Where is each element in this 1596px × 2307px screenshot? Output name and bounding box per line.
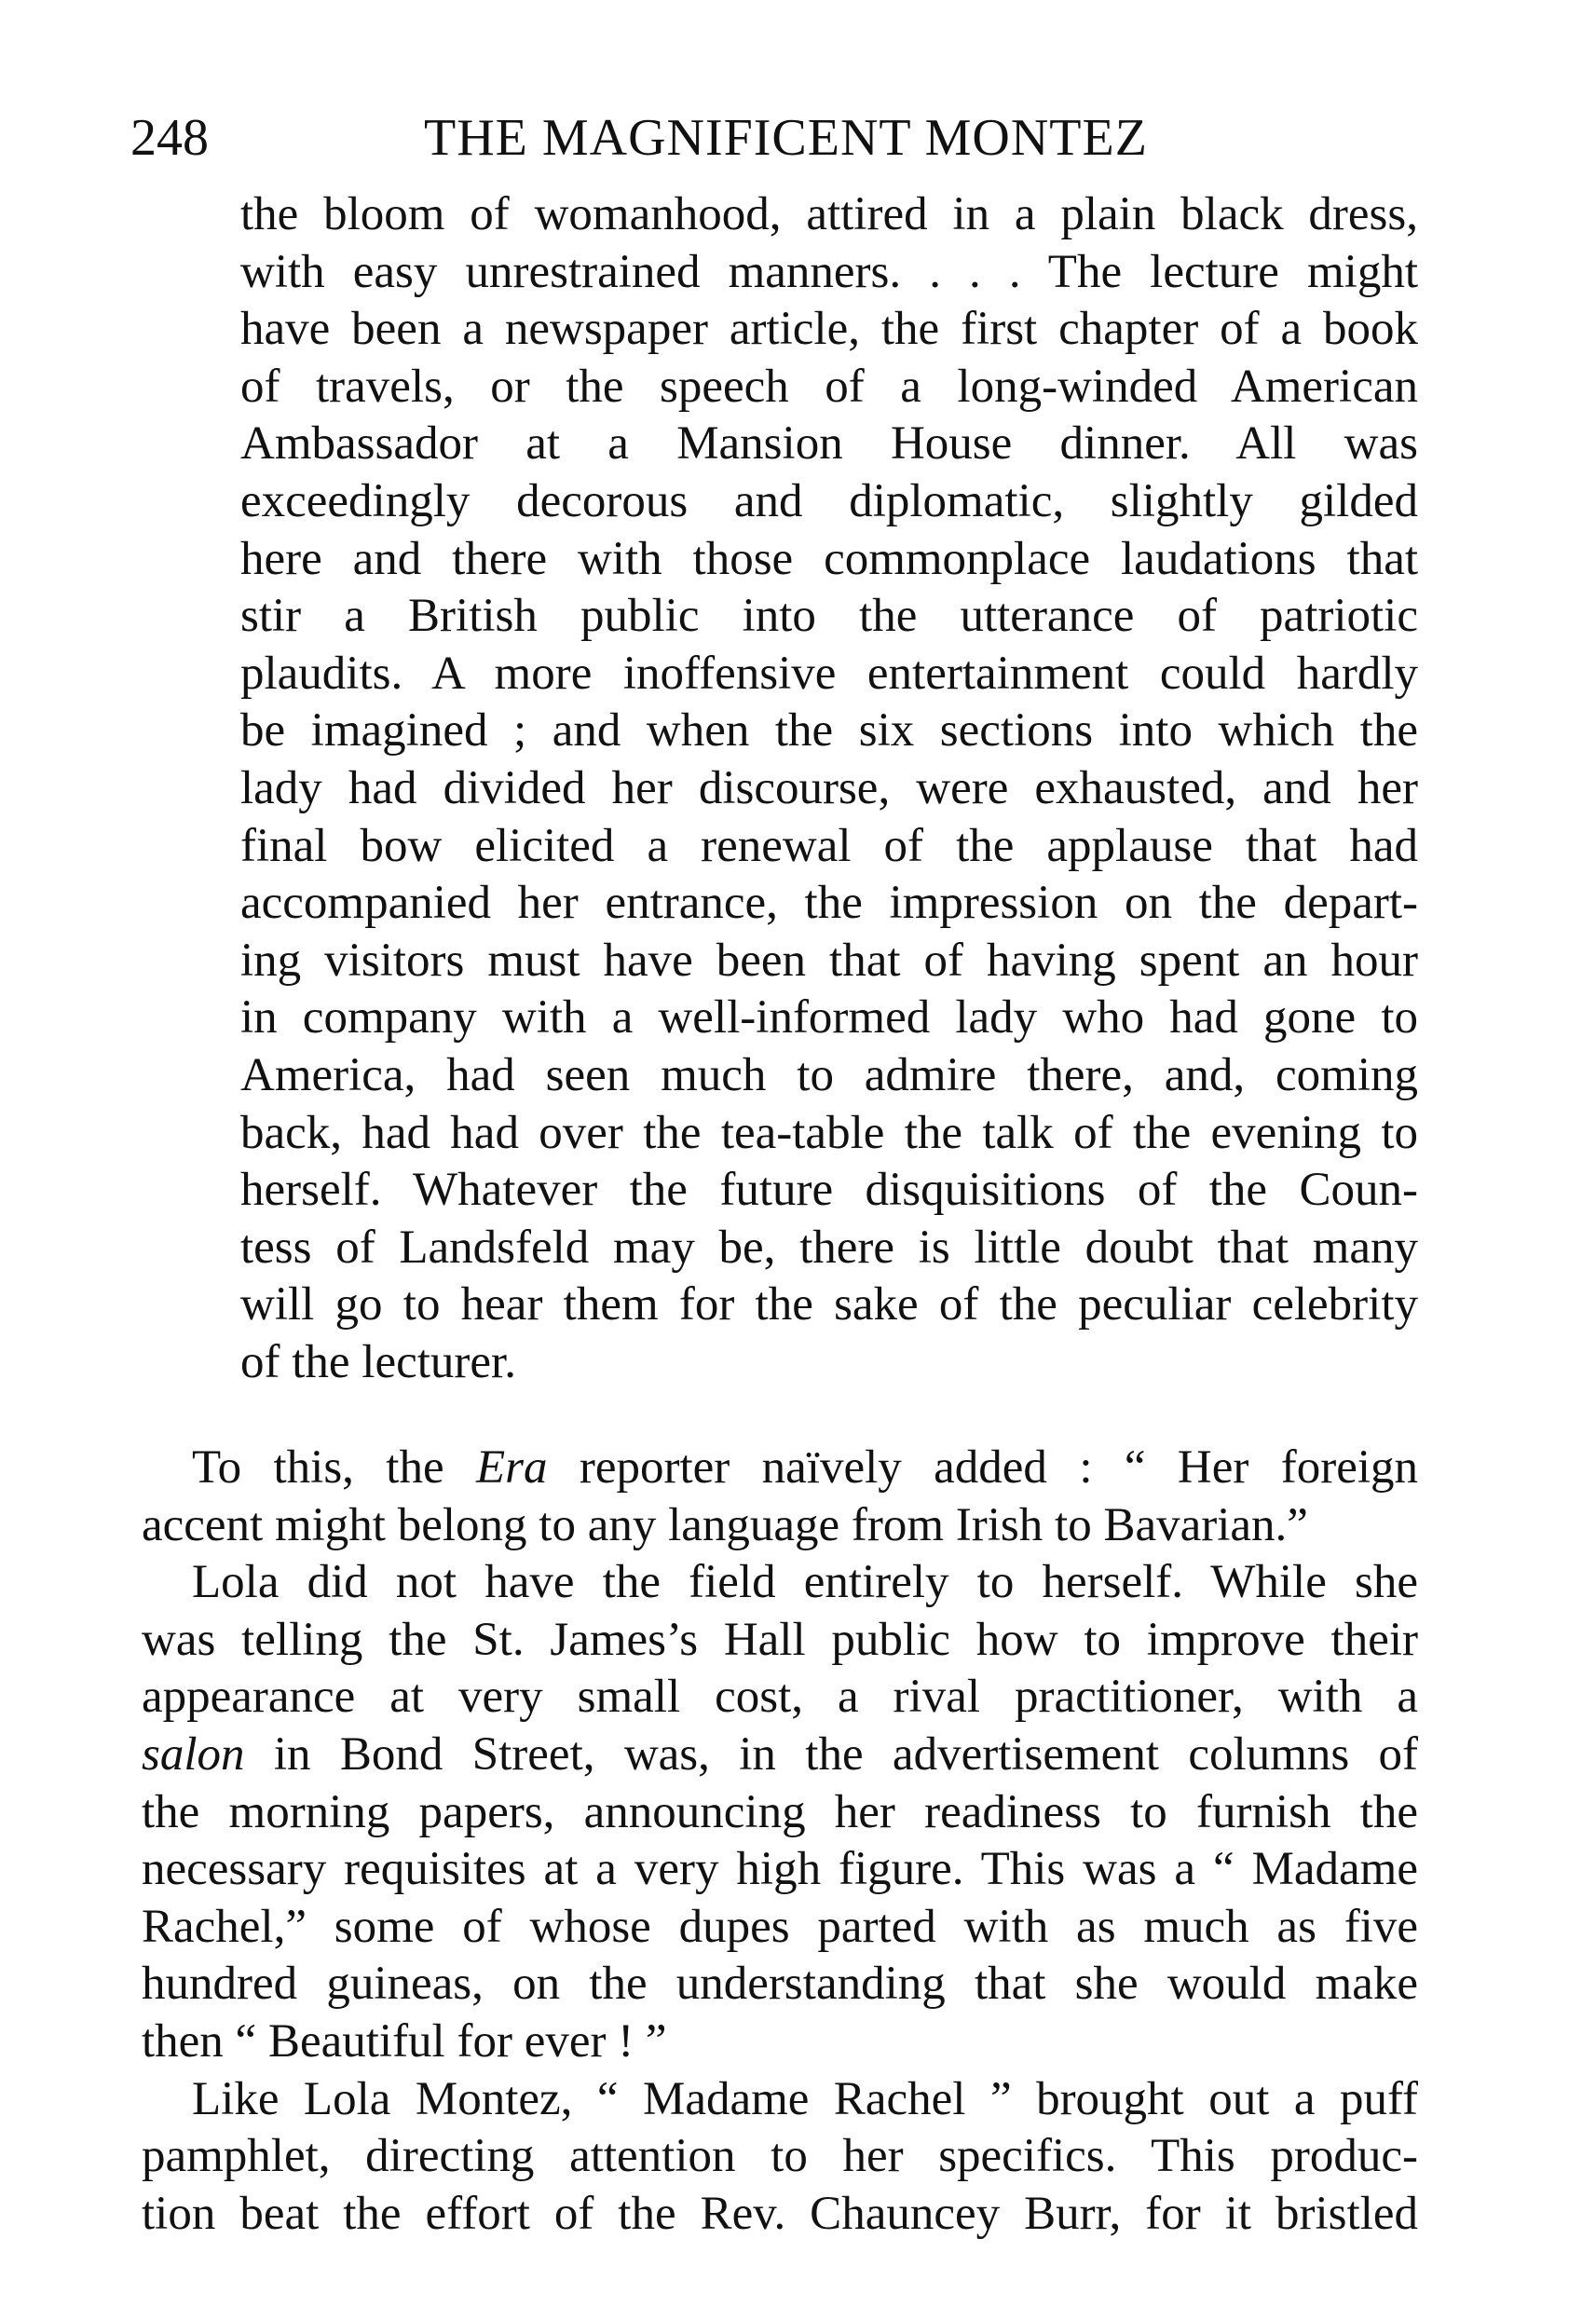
quote-line: accompanied her entrance, the impression on the depart- (240, 877, 1418, 930)
quote-line: have been a newspaper article, the first chapter of a book (240, 303, 1418, 356)
paragraph-line: accent might belong to any language from Irish to Bavarian.” (142, 1498, 1308, 1551)
page-number: 248 (130, 109, 209, 167)
quote-line: be imagined ; and when the six sections into which the (240, 704, 1418, 758)
paragraph-line: then “ Beautiful for ever ! ” (142, 2014, 667, 2068)
quote-line: of travels, or the speech of a long-winded American (240, 360, 1418, 413)
paragraph-line: pamphlet, directing attention to her specifics. This produc- (142, 2130, 1418, 2183)
text-run: in Bond Street, was, in the advertisement columns of (244, 1727, 1418, 1781)
quote-line: here and there with those commonplace laudations that (240, 532, 1418, 585)
block-quote (240, 186, 1418, 1391)
quote-line: herself. Whatever the future disquisitions of the Coun- (240, 1164, 1418, 1217)
text-run: To this, the (192, 1441, 476, 1494)
paragraph-line: hundred guineas, on the understanding that she would make (142, 1958, 1418, 2011)
quote-line: Ambassador at a Mansion House dinner. All was (240, 417, 1418, 471)
paragraph-line: Rachel,” some of whose dupes parted with as much as five (142, 1900, 1418, 1953)
paragraph-line: tion beat the effort of the Rev. Chauncey Burr, for it bristled (142, 2187, 1418, 2240)
quote-line: back, had had over the tea-table the talk of the evening to (240, 1106, 1418, 1159)
quote-line: the bloom of womanhood, attired in a plain black dress, (240, 188, 1418, 240)
quote-line: tess of Landsfeld may be, there is little doubt that many (240, 1221, 1418, 1274)
paragraph-line (142, 1440, 1418, 1497)
text-run: reporter naïvely added : “ Her foreign (547, 1441, 1418, 1494)
italic-run: salon (142, 1727, 245, 1781)
paragraph-line: the morning papers, announcing her readiness to furnish the (142, 1785, 1418, 1838)
paragraph-line: Like Lola Montez, “ Madame Rachel ” brought out a puff (192, 2072, 1418, 2125)
paragraph-line: was telling the St. James’s Hall public how to improve their (142, 1613, 1418, 1666)
paragraph-line (142, 1727, 1418, 1784)
page-header (130, 101, 1435, 175)
quote-line: lady had divided her discourse, were exhausted, and her (240, 761, 1418, 814)
paragraph-line: Lola did not have the field entirely to herself. While she (192, 1556, 1418, 1609)
quote-line: America, had seen much to admire there, and, coming (240, 1048, 1418, 1101)
quote-line: stir a British public into the utterance of patriotic (240, 590, 1418, 643)
paragraph-line: appearance at very small cost, a rival practitioner, with a (142, 1671, 1418, 1724)
italic-run: Era (476, 1441, 548, 1494)
quote-line: ing visitors must have been that of having spent an hour (240, 934, 1418, 987)
quote-line: of the lecturer. (240, 1335, 516, 1388)
quote-line: plaudits. A more inoffensive entertainment could hardly (240, 647, 1418, 700)
quote-line: final bow elicited a renewal of the applause that had (240, 819, 1418, 872)
quote-line: in company with a well-informed lady who had gone to (240, 991, 1418, 1044)
quote-line: exceedingly decorous and diplomatic, slightly gilded (240, 474, 1418, 527)
quote-line: will go to hear them for the sake of the peculiar celebrity (240, 1278, 1418, 1331)
quote-line: with easy unrestrained manners. . . . The lecture might (240, 245, 1418, 298)
paragraph-line: necessary requisites at a very high figure. This was a “ Madame (142, 1843, 1418, 1896)
running-title: THE MAGNIFICENT MONTEZ (424, 109, 1148, 167)
body-text (142, 1440, 1418, 2243)
